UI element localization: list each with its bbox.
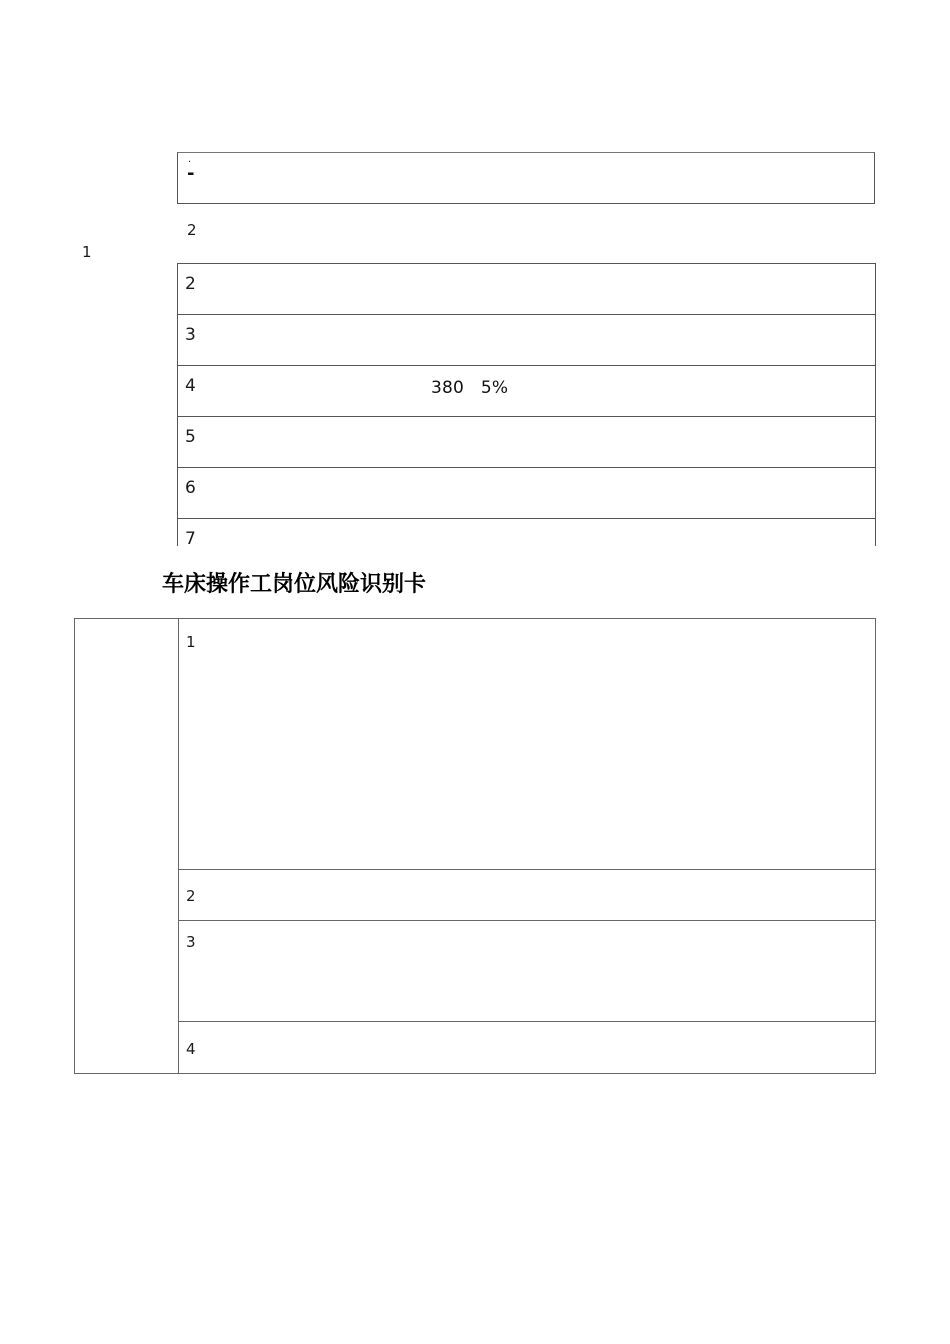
row-number: 7: [185, 529, 196, 546]
top-fragment-box: [177, 152, 875, 204]
row-number: 5: [185, 427, 196, 447]
left-marker-number: 1: [82, 243, 92, 261]
risk-card-table: [74, 618, 876, 1074]
top-fragment-dot: .: [188, 154, 192, 165]
list-table: [177, 263, 876, 546]
list-row: [178, 468, 875, 519]
card-row: [179, 1022, 875, 1073]
row-number: 3: [186, 933, 196, 951]
row-number: 4: [185, 376, 196, 396]
card-row: [179, 921, 875, 1022]
list-row: [178, 264, 875, 315]
list-row: [178, 519, 875, 546]
row-number: 4: [186, 1040, 196, 1058]
row-number: 1: [186, 633, 196, 651]
list-row: [178, 366, 875, 417]
card-row: [179, 870, 875, 921]
section-number: 2: [187, 221, 197, 239]
row-number: 3: [185, 325, 196, 345]
list-row: [178, 417, 875, 468]
row-number: 2: [186, 887, 196, 905]
card-title: 车床操作工岗位风险识别卡: [162, 572, 427, 597]
row-detail-text: 380 5%: [431, 378, 509, 398]
row-number: 6: [185, 478, 196, 498]
top-fragment-dash: -: [187, 163, 195, 184]
card-left-column: [75, 619, 179, 1073]
list-row: [178, 315, 875, 366]
row-number: 2: [185, 274, 196, 294]
card-row: [179, 619, 875, 870]
